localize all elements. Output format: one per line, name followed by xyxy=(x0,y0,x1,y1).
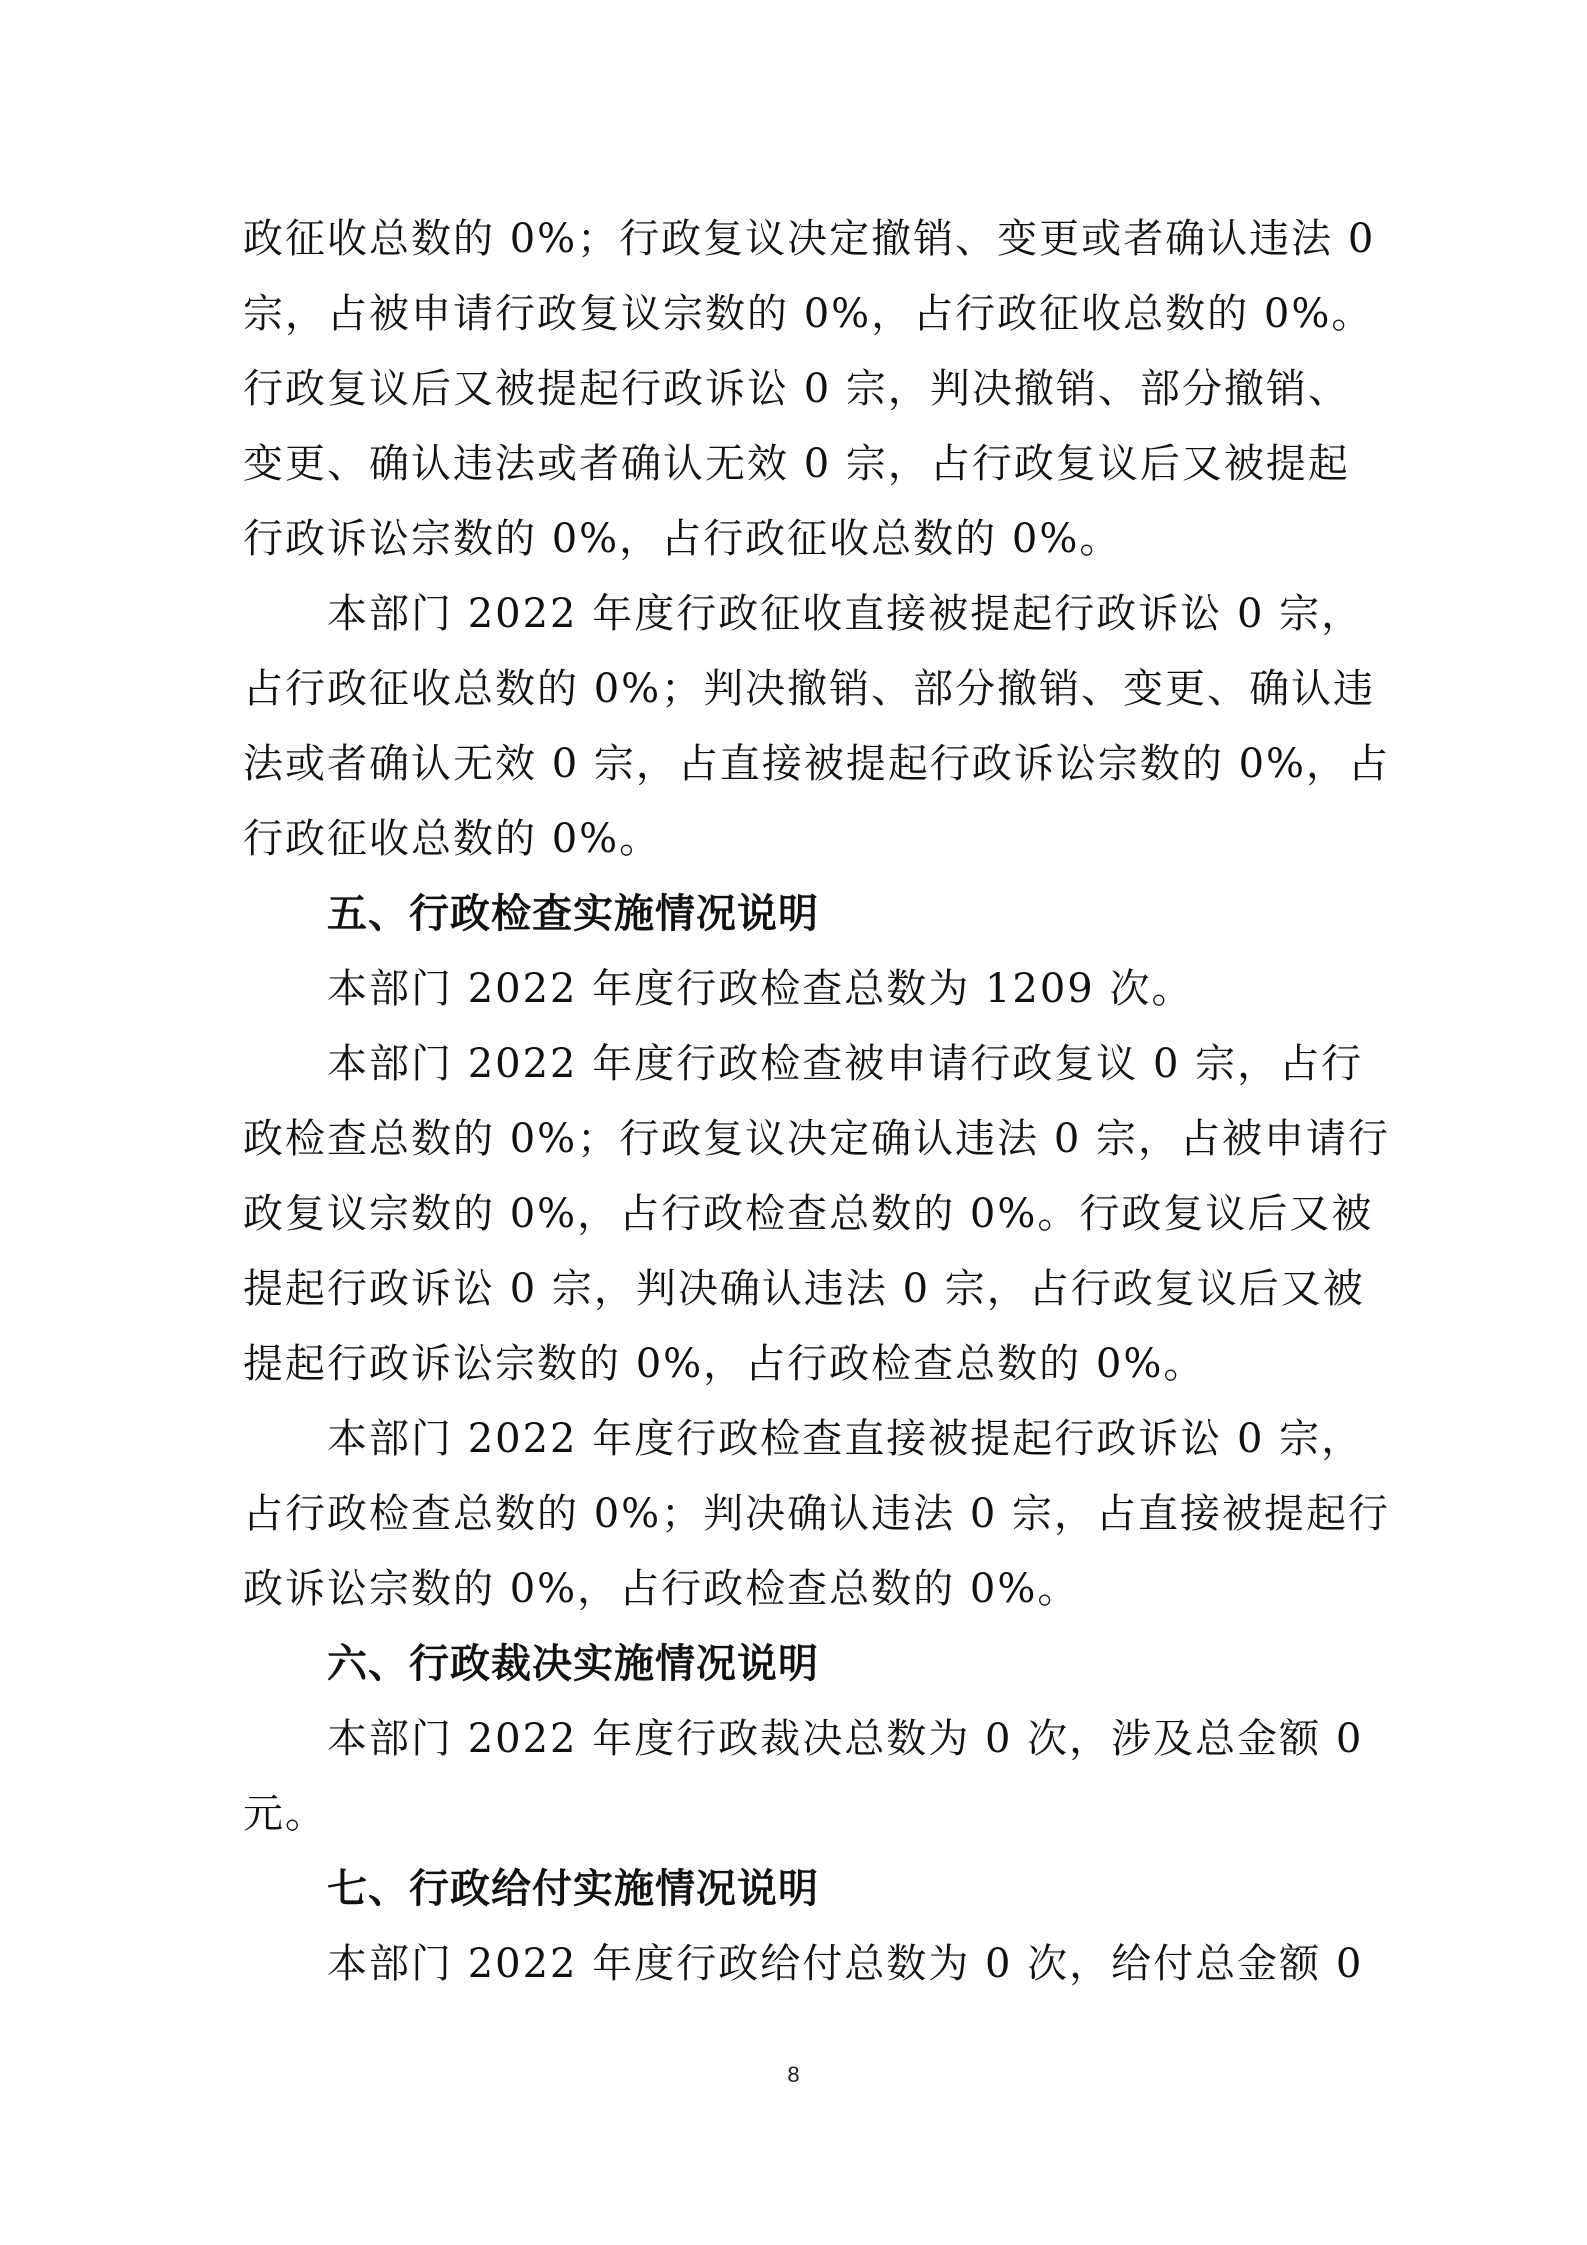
body-line: 政复议宗数的 0%，占行政检查总数的 0%。行政复议后又被 xyxy=(243,1191,1374,1237)
body-line: 行政诉讼宗数的 0%，占行政征收总数的 0%。 xyxy=(243,516,1122,562)
body-line: 法或者确认无效 0 宗，占直接被提起行政诉讼宗数的 0%，占 xyxy=(243,741,1391,787)
section-heading-adjudication: 六、行政裁决实施情况说明 xyxy=(327,1641,819,1687)
paragraph-start-line: 本部门 2022 年度行政征收直接被提起行政诉讼 0 宗， xyxy=(327,591,1364,637)
body-line: 政征收总数的 0%；行政复议决定撤销、变更或者确认违法 0 xyxy=(243,216,1376,262)
body-line: 政检查总数的 0%；行政复议决定确认违法 0 宗，占被申请行 xyxy=(243,1116,1391,1162)
paragraph-start-line: 本部门 2022 年度行政检查被申请行政复议 0 宗，占行 xyxy=(327,1041,1364,1087)
body-line: 元。 xyxy=(243,1791,327,1837)
paragraph-start-line: 本部门 2022 年度行政检查总数为 1209 次。 xyxy=(327,966,1194,1012)
section-heading-payment: 七、行政给付实施情况说明 xyxy=(327,1866,819,1912)
body-line: 提起行政诉讼 0 宗，判决确认违法 0 宗，占行政复议后又被 xyxy=(243,1266,1365,1312)
body-line: 宗，占被申请行政复议宗数的 0%，占行政征收总数的 0%。 xyxy=(243,291,1374,337)
body-line: 变更、确认违法或者确认无效 0 宗，占行政复议后又被提起 xyxy=(243,441,1350,487)
body-line: 占行政征收总数的 0%；判决撤销、部分撤销、变更、确认违 xyxy=(243,666,1376,712)
section-heading-inspection: 五、行政检查实施情况说明 xyxy=(327,891,819,937)
body-line: 占行政检查总数的 0%；判决确认违法 0 宗，占直接被提起行 xyxy=(243,1491,1391,1537)
page-number: 8 xyxy=(787,2062,800,2087)
body-line: 政诉讼宗数的 0%，占行政检查总数的 0%。 xyxy=(243,1566,1080,1612)
paragraph-start-line: 本部门 2022 年度行政裁决总数为 0 次，涉及总金额 0 xyxy=(327,1716,1364,1762)
paragraph-start-line: 本部门 2022 年度行政给付总数为 0 次，给付总金额 0 xyxy=(327,1941,1364,1987)
body-line: 提起行政诉讼宗数的 0%，占行政检查总数的 0%。 xyxy=(243,1341,1206,1387)
paragraph-start-line: 本部门 2022 年度行政检查直接被提起行政诉讼 0 宗， xyxy=(327,1416,1364,1462)
body-line: 行政征收总数的 0%。 xyxy=(243,816,662,862)
body-line: 行政复议后又被提起行政诉讼 0 宗，判决撤销、部分撤销、 xyxy=(243,366,1350,412)
